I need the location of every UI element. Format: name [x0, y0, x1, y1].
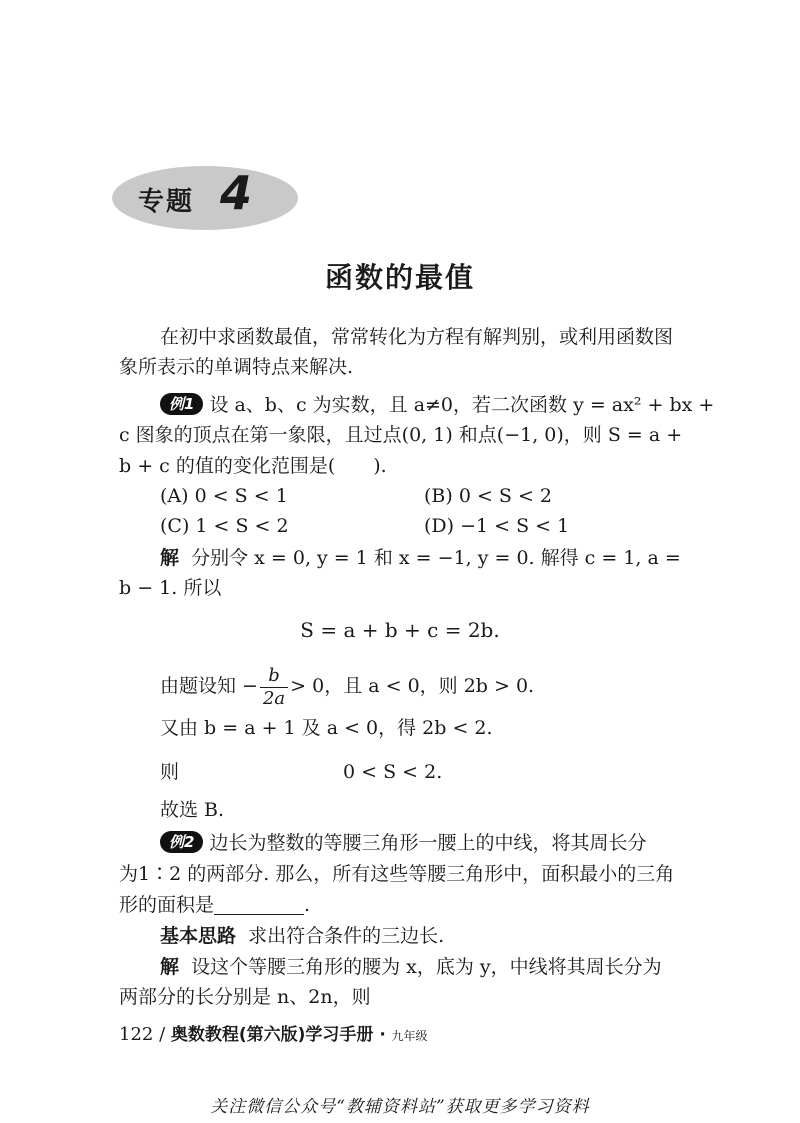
- step-3-equation: 0 < S < 2.: [343, 761, 443, 783]
- example1-line-3: b + c 的值的变化范围是( ).: [119, 455, 387, 477]
- watermark-text: 关注微信公众号“教辅资料站”获取更多学习资料: [210, 1097, 590, 1117]
- page-number: 122 /: [119, 1024, 166, 1045]
- example1-line-2: c 图象的顶点在第一象限，且过点(0, 1) 和点(−1, 0)，则 S = a +: [119, 424, 683, 446]
- example2-line-2: 为1∶2 的两部分. 那么，所有这些等腰三角形中，面积最小的三角: [119, 863, 675, 885]
- example2-text-3: 形的面积是: [119, 894, 215, 916]
- example1-solution-line-1: [160, 543, 700, 573]
- equation-s: S = a + b + c = 2b.: [300, 618, 500, 642]
- page-title: 函数的最值: [324, 261, 475, 294]
- option-d: (D) −1 < S < 1: [424, 515, 570, 537]
- example2-badge: 例2: [160, 831, 203, 853]
- example1-badge: 例1: [160, 393, 203, 415]
- step-3: [160, 757, 700, 787]
- step-2: 又由 b = a + 1 及 a < 0，得 2b < 2.: [160, 717, 493, 739]
- book-title: 奥数教程(第六版)学习手册 ·: [170, 1025, 386, 1045]
- intro-line-1: 在初中求函数最值，常常转化为方程有解判别，或利用函数图: [160, 326, 674, 348]
- example1-solution-line-2: b − 1. 所以: [119, 577, 222, 599]
- option-a: (A) 0 < S < 1: [160, 485, 288, 507]
- example2-solution-line-2: 两部分的长分别是 n、2n，则: [119, 986, 371, 1008]
- step-1-prefix: 由题设知 −: [160, 675, 258, 697]
- example1-text-1: 设 a、b、c 为实数，且 a≠0，若二次函数 y = ax² + bx +: [209, 394, 715, 416]
- answer-blank: [214, 892, 304, 915]
- fraction-denominator: 2a: [262, 687, 286, 709]
- example2-line-3: [119, 890, 699, 920]
- step-3-label: 则: [160, 761, 180, 783]
- example2-line-1: [160, 828, 700, 858]
- example1-line-1: [160, 390, 715, 420]
- option-c: (C) 1 < S < 2: [160, 515, 289, 537]
- topic-label: 专题: [138, 187, 195, 217]
- solution-text-1: 分别令 x = 0, y = 1 和 x = −1, y = 0. 解得 c = 1, a =: [191, 547, 681, 569]
- step-1-suffix: > 0，且 a < 0，则 2b > 0.: [290, 675, 535, 697]
- example2-solution-text-1: 设这个等腰三角形的腰为 x，底为 y，中线将其周长分为: [191, 956, 662, 978]
- step-1: [160, 664, 700, 710]
- option-b: (B) 0 < S < 2: [424, 485, 553, 507]
- topic-number: 4: [220, 166, 253, 220]
- conclusion: 故选 B.: [160, 799, 225, 821]
- example2-line-3-end: .: [304, 894, 311, 916]
- intro-line-2: 象所表示的单调特点来解决.: [119, 356, 354, 378]
- grade-label: 九年级: [391, 1029, 428, 1043]
- fraction-numerator: b: [260, 665, 288, 688]
- approach-text: 求出符合条件的三边长.: [248, 925, 445, 947]
- example2-text-1: 边长为整数的等腰三角形一腰上的中线，将其周长分: [209, 832, 647, 854]
- approach-line: [160, 921, 700, 951]
- approach-label: 基本思路: [160, 925, 237, 947]
- fraction-b-over-2a: [260, 665, 288, 710]
- example2-solution-line-1: [160, 952, 700, 982]
- example2-solution-label: 解: [160, 956, 180, 978]
- page-footer: [119, 1020, 428, 1045]
- solution-label: 解: [160, 547, 180, 569]
